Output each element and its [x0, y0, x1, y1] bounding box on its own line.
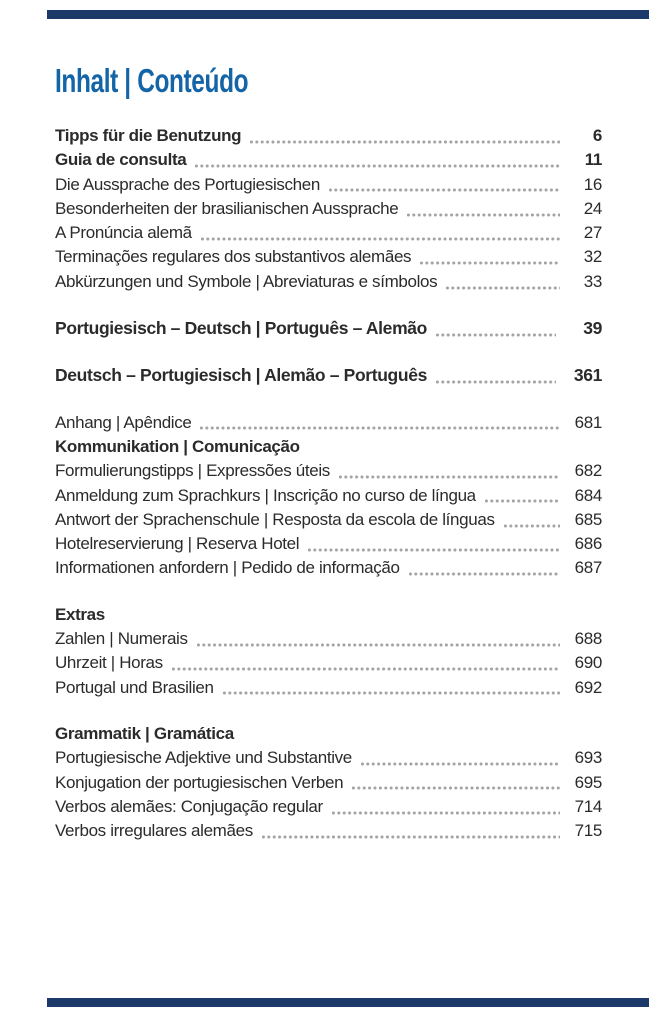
toc-group-1	[55, 124, 602, 294]
dot-leader	[504, 524, 560, 528]
toc-entry-label: Verbos irregulares alemães	[55, 821, 253, 841]
dot-leader	[329, 188, 560, 192]
toc-entry-label: Tipps für die Benutzung	[55, 126, 242, 145]
toc-entry-label: Anhang | Apêndice	[55, 412, 192, 432]
toc-entry-page: 687	[574, 558, 602, 578]
toc-row	[55, 316, 602, 341]
toc-list	[55, 124, 602, 843]
toc-row	[55, 124, 602, 148]
dot-leader	[223, 691, 560, 695]
toc-entry-page: 11	[584, 150, 602, 170]
dot-leader	[197, 643, 560, 647]
toc-row	[55, 532, 602, 556]
toc-entry-label: A Pronúncia alemã	[55, 223, 192, 243]
toc-row	[55, 245, 602, 269]
dot-leader	[200, 426, 560, 430]
dot-leader	[201, 237, 560, 241]
page-title: Inhalt | Conteúdo	[55, 62, 249, 99]
toc-entry-page: 693	[574, 748, 602, 768]
toc-group-2	[55, 316, 602, 341]
toc-row	[55, 363, 602, 388]
toc-row	[55, 173, 602, 197]
toc-entry-page: 6	[592, 126, 602, 145]
toc-row	[55, 603, 602, 627]
toc-entry-label: Guia de consulta	[55, 150, 187, 170]
dot-leader	[172, 667, 560, 671]
toc-entry-label: Portugiesische Adjektive und Substantive	[55, 748, 352, 768]
toc-row	[55, 556, 602, 580]
toc-row	[55, 411, 602, 435]
toc-entry-label: Kommunikation | Comunicação	[55, 436, 300, 456]
toc-entry-label: Uhrzeit | Horas	[55, 653, 163, 673]
toc-row	[55, 459, 602, 483]
dot-leader	[361, 762, 560, 766]
toc-row	[55, 819, 602, 843]
dot-leader	[485, 499, 560, 503]
dot-leader	[407, 213, 560, 217]
toc-entry-label: Besonderheiten der brasilianischen Aussprache	[55, 198, 399, 218]
toc-entry-label: Anmeldung zum Sprachkurs | Inscrição no curso de língua	[55, 485, 476, 505]
dot-leader	[409, 572, 560, 576]
toc-group-4	[55, 411, 602, 581]
toc-row	[55, 221, 602, 245]
toc-entry-page: 714	[574, 796, 602, 816]
dot-leader	[332, 811, 560, 815]
toc-entry-page: 39	[583, 318, 602, 339]
toc-entry-label: Terminações regulares dos substantivos alemães	[55, 247, 412, 267]
toc-row	[55, 795, 602, 819]
toc-entry-page: 684	[574, 485, 602, 505]
toc-entry-page: 16	[583, 174, 602, 194]
toc-entry-label: Grammatik | Gramática	[55, 723, 234, 743]
toc-entry-label: Informationen anfordern | Pedido de informação	[55, 558, 400, 578]
toc-row	[55, 746, 602, 770]
toc-row	[55, 148, 602, 172]
toc-entry-page: 361	[573, 365, 602, 386]
toc-entry-label: Die Aussprache des Portugiesischen	[55, 174, 320, 194]
toc-group-5	[55, 603, 602, 700]
dot-leader	[262, 835, 560, 839]
toc-row	[55, 722, 602, 746]
dot-leader	[352, 786, 560, 790]
toc-entry-page: 24	[583, 198, 602, 218]
toc-row	[55, 484, 602, 508]
toc-entry-label: Portugiesisch – Deutsch | Português – Alemão	[55, 318, 428, 339]
toc-entry-page: 32	[583, 247, 602, 267]
toc-row	[55, 771, 602, 795]
bottom-rule-bar	[47, 998, 649, 1007]
toc-entry-page: 695	[574, 772, 602, 792]
toc-entry-page: 682	[574, 461, 602, 481]
toc-row	[55, 435, 602, 459]
toc-entry-page: 715	[574, 821, 602, 841]
top-rule-bar	[47, 10, 649, 19]
toc-row	[55, 508, 602, 532]
toc-entry-page: 681	[574, 412, 602, 432]
dot-leader	[436, 333, 556, 337]
toc-entry-label: Formulierungstipps | Expressões úteis	[55, 461, 330, 481]
toc-entry-page: 688	[574, 629, 602, 649]
toc-entry-label: Abkürzungen und Symbole | Abreviaturas e símbolos	[55, 271, 438, 291]
toc-entry-label: Verbos alemães: Conjugação regular	[55, 796, 323, 816]
dot-leader	[308, 548, 560, 552]
dot-leader	[195, 164, 560, 168]
dot-leader	[420, 261, 560, 265]
toc-entry-label: Antwort der Sprachenschule | Resposta da escola de línguas	[55, 509, 495, 529]
toc-entry-label: Hotelreservierung | Reserva Hotel	[55, 534, 300, 554]
dot-leader	[446, 286, 560, 290]
toc-row	[55, 627, 602, 651]
toc-entry-page: 686	[574, 534, 602, 554]
toc-entry-page: 692	[574, 677, 602, 697]
toc-entry-label: Zahlen | Numerais	[55, 629, 188, 649]
toc-group-6	[55, 722, 602, 843]
toc-entry-page: 685	[574, 509, 602, 529]
dot-leader	[339, 475, 560, 479]
toc-row	[55, 197, 602, 221]
dot-leader	[436, 380, 556, 384]
toc-entry-page: 690	[574, 653, 602, 673]
toc-entry-label: Portugal und Brasilien	[55, 677, 214, 697]
toc-entry-page: 33	[583, 271, 602, 291]
toc-entry-label: Deutsch – Portugiesisch | Alemão – Português	[55, 365, 428, 386]
dot-leader	[250, 140, 560, 144]
toc-entry-page: 27	[583, 223, 602, 243]
toc-entry-label: Extras	[55, 604, 105, 624]
toc-row	[55, 270, 602, 294]
toc-row	[55, 651, 602, 675]
toc-entry-label: Konjugation der portugiesischen Verben	[55, 772, 344, 792]
toc-group-3	[55, 363, 602, 388]
toc-row	[55, 676, 602, 700]
